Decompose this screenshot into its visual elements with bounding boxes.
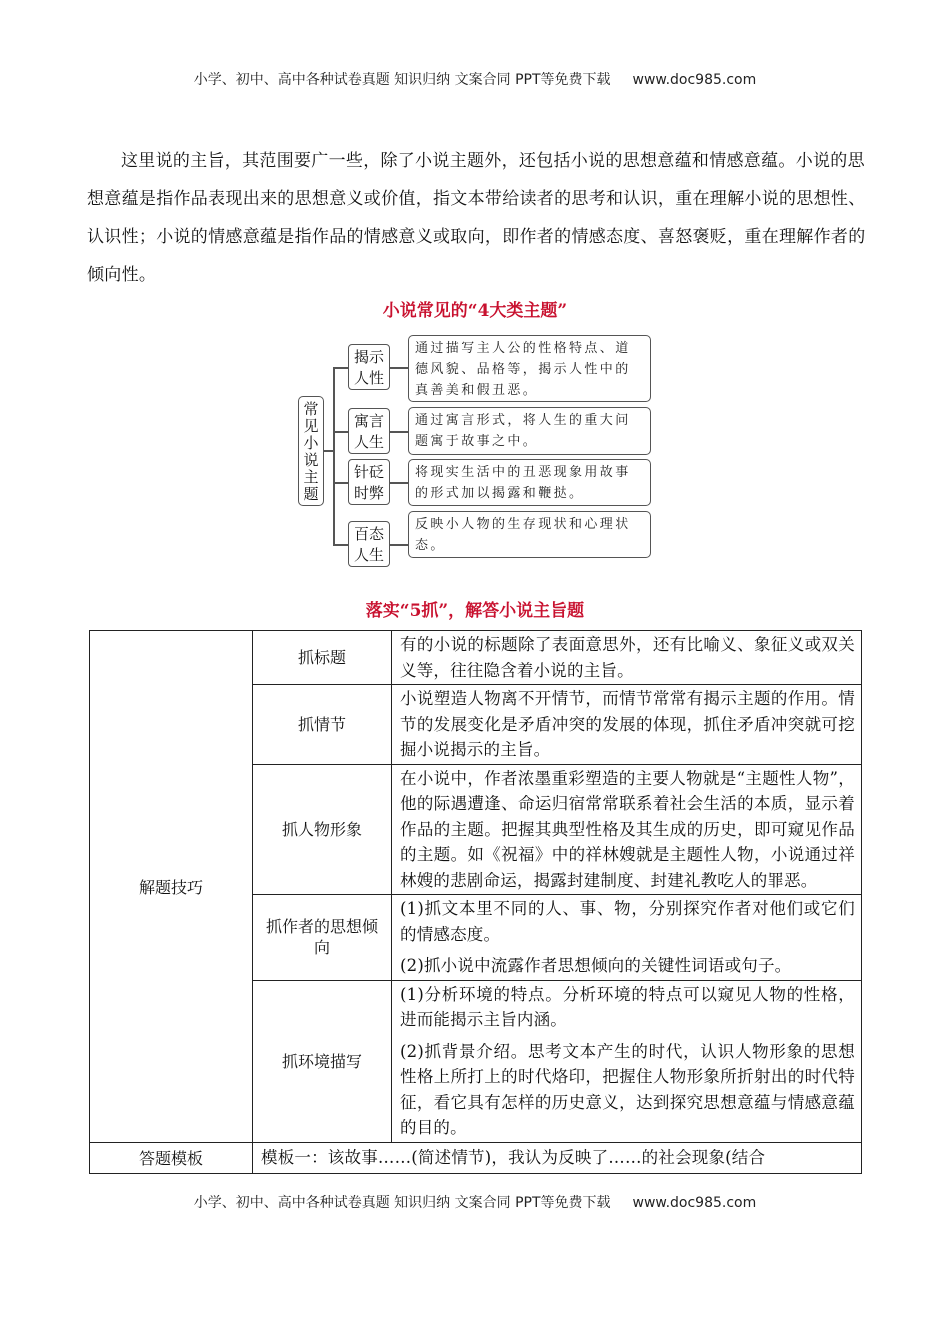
mindmap-category: 百态人生	[348, 521, 390, 567]
skill-label: 抓作者的思想倾向	[253, 895, 392, 981]
skill-paragraph: (2)抓背景介绍。思考文本产生的时代，认识人物形象的思想性格上所打上的时代烙印，把握住人物形象所折射出的时代特征，看它具有怎样的历史意义，达到探究思想意蕴与情感意蕴的目的。	[400, 1041, 855, 1137]
skill-paragraph: 小说塑造人物离不开情节，而情节常常有揭示主题的作用。情节的发展变化是矛盾冲突的发展的体现，抓住矛盾冲突就可挖掘小说揭示的主旨。	[400, 689, 855, 759]
footer-site[interactable]: www.doc985.com	[632, 1195, 757, 1211]
mindmap-description: 通过寓言形式，将人生的重大问题寓于故事之中。	[408, 407, 651, 455]
skill-content	[392, 895, 862, 981]
skill-paragraph: 在小说中，作者浓墨重彩塑造的主要人物就是“主题性人物”，他的际遇遭逢、命运归宿常常联系着社会生活的本质，显示着作品的主题。把握其典型性格及其生成的历史，即可窥见作品的主题。如《祝福》中的祥林嫂就是主题性人物，小说通过祥林嫂的悲剧命运，揭露封建制度、封建礼教吃人的罪恶。	[400, 768, 855, 890]
mindmap-description: 通过描写主人公的性格特点、道德风貌、品格等，揭示人性中的真善美和假丑恶。	[408, 335, 651, 402]
skill-paragraph: (1)抓文本里不同的人、事、物，分别探究作者对他们或它们的情感态度。	[400, 899, 855, 944]
skill-paragraph: (2)抓小说中流露作者思想倾向的关键性词语或句子。	[400, 956, 792, 975]
skills-table	[89, 630, 862, 1174]
mindmap-connector	[390, 367, 408, 369]
intro-section	[87, 142, 877, 294]
skill-label: 抓环境描写	[253, 980, 392, 1142]
skill-paragraph: (1)分析环境的特点。分析环境的特点可以窥见人物的性格，进而能揭示主旨内涵。	[400, 984, 855, 1029]
table-row	[90, 631, 862, 685]
header-site[interactable]: www.doc985.com	[632, 72, 757, 88]
mindmap-connector	[333, 367, 335, 545]
skill-content	[392, 631, 862, 685]
mindmap-category: 针砭时弊	[348, 459, 390, 505]
mindmap-connector	[333, 367, 348, 369]
template-label: 答题模板	[90, 1142, 253, 1173]
mindmap-connector	[390, 482, 408, 484]
section-label: 解题技巧	[90, 631, 253, 1143]
mindmap-connector	[333, 544, 348, 546]
mindmap-connector	[333, 431, 348, 433]
template-text: 模板一：该故事……(简述情节)，我认为反映了……的社会现象(结合	[253, 1142, 862, 1173]
mindmap-description: 反映小人物的生存现状和心理状态。	[408, 511, 651, 558]
skill-label: 抓人物形象	[253, 764, 392, 895]
footer-text: 小学、初中、高中各种试卷真题 知识归纳 文案合同 PPT等免费下载	[193, 1195, 611, 1211]
page-header	[0, 69, 950, 89]
skill-label: 抓标题	[253, 631, 392, 685]
mindmap-category: 揭示人性	[348, 344, 390, 390]
skill-label: 抓情节	[253, 685, 392, 765]
table-title: 落实“5抓”，解答小说主旨题	[365, 601, 585, 621]
mindmap-description: 将现实生活中的丑恶现象用故事的形式加以揭露和鞭挞。	[408, 459, 651, 506]
mindmap-connector	[390, 431, 408, 433]
mindmap-connector	[390, 544, 408, 546]
mindmap-root: 常见小说主题	[298, 396, 324, 506]
table-row	[90, 1142, 862, 1173]
skill-paragraph: 有的小说的标题除了表面意思外，还有比喻义、象征义或双关义等，往往隐含着小说的主旨。	[400, 635, 855, 680]
skill-content	[392, 980, 862, 1142]
skill-content	[392, 764, 862, 895]
theme-mindmap	[298, 333, 658, 563]
header-text: 小学、初中、高中各种试卷真题 知识归纳 文案合同 PPT等免费下载	[193, 72, 611, 88]
page-footer	[0, 1192, 950, 1212]
mindmap-connector	[333, 482, 348, 484]
skill-content	[392, 685, 862, 765]
mindmap-title: 小说常见的“4大类主题”	[382, 301, 568, 321]
mindmap-category: 寓言人生	[348, 408, 390, 454]
intro-paragraph: 这里说的主旨，其范围要广一些，除了小说主题外，还包括小说的思想意蕴和情感意蕴。小说的思想意蕴是指作品表现出来的思想意义或价值，指文本带给读者的思考和认识，重在理解小说的思想性、认识性；小说的情感意蕴是指作品的情感意义或取向，即作者的情感态度、喜怒褒贬，重在理解作者的倾向性。	[87, 151, 866, 285]
